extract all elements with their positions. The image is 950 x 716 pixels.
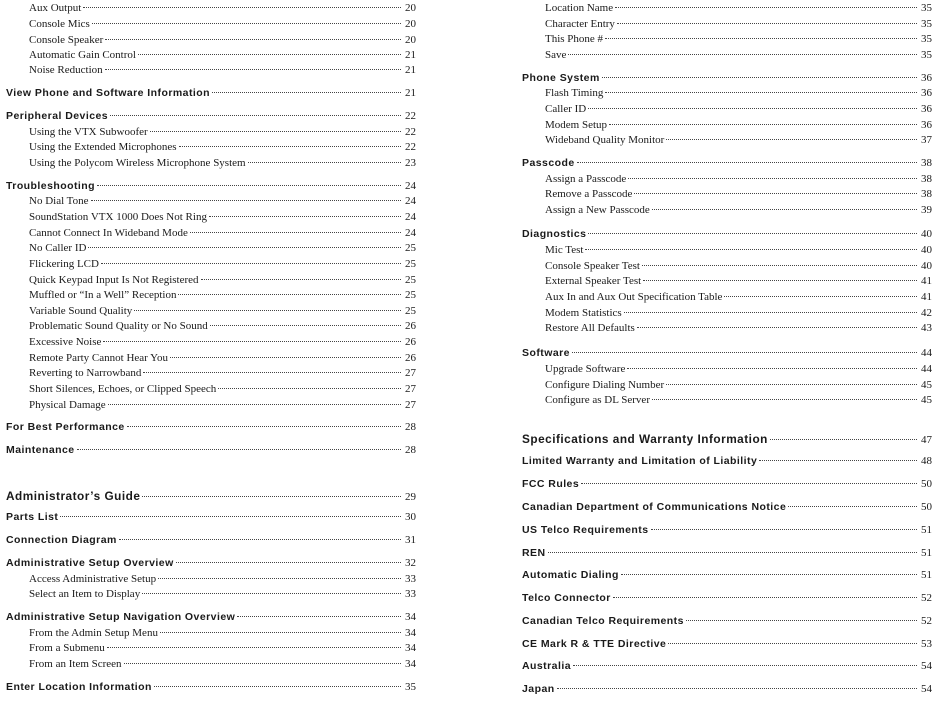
toc-page-number: 33 bbox=[405, 588, 416, 600]
toc-subentry bbox=[545, 379, 932, 393]
toc-entry-title: Telco Connector bbox=[522, 592, 611, 604]
toc-page-number: 34 bbox=[405, 642, 416, 654]
toc-subentry bbox=[545, 291, 932, 305]
toc-subentry bbox=[29, 211, 416, 225]
toc-page-number: 54 bbox=[921, 683, 932, 695]
toc-entry-title: Location Name bbox=[545, 2, 614, 14]
toc-subentry bbox=[545, 18, 932, 32]
toc-entry-title: From the Admin Setup Menu bbox=[29, 627, 158, 639]
toc-page-number: 33 bbox=[405, 573, 416, 585]
toc-page-number: 40 bbox=[921, 244, 932, 256]
toc-page-number: 42 bbox=[921, 307, 932, 319]
toc-entry bbox=[6, 557, 416, 571]
toc-entry-title: SoundStation VTX 1000 Does Not Ring bbox=[29, 211, 207, 223]
toc-entry-title: Aux Output bbox=[29, 2, 82, 14]
toc-entry-title: Upgrade Software bbox=[545, 363, 626, 375]
toc-page-number: 26 bbox=[405, 352, 416, 364]
toc-page-number: 28 bbox=[405, 444, 416, 456]
toc-subentry bbox=[29, 367, 416, 381]
toc-entry-title: Remote Party Cannot Hear You bbox=[29, 352, 169, 364]
toc-entry-title: Automatic Gain Control bbox=[29, 49, 136, 61]
toc-subentry bbox=[29, 289, 416, 303]
toc-subentry bbox=[29, 320, 416, 334]
toc-entry-title: Mic Test bbox=[545, 244, 584, 256]
toc-entry-title: Console Mics bbox=[29, 18, 90, 30]
toc-entry-title: Canadian Department of Communications Notice bbox=[522, 501, 787, 513]
dot-leader bbox=[585, 249, 917, 250]
dot-leader bbox=[628, 178, 917, 179]
toc-entry-title: Software bbox=[522, 347, 570, 359]
toc-entry bbox=[6, 611, 416, 625]
toc-entry-title: Administrator’s Guide bbox=[6, 489, 141, 503]
dot-leader bbox=[248, 162, 401, 163]
dot-leader bbox=[176, 562, 401, 563]
toc-entry bbox=[522, 228, 932, 242]
dot-leader bbox=[666, 384, 917, 385]
dot-leader bbox=[179, 146, 401, 147]
toc-subentry bbox=[29, 2, 416, 16]
toc-entry-title: Variable Sound Quality bbox=[29, 305, 133, 317]
dot-leader bbox=[158, 578, 401, 579]
toc-page-number: 36 bbox=[921, 103, 932, 115]
dot-leader bbox=[154, 686, 401, 687]
toc-page-number: 51 bbox=[921, 524, 932, 536]
dot-leader bbox=[668, 643, 917, 644]
dot-leader bbox=[77, 449, 401, 450]
toc-page-number: 32 bbox=[405, 557, 416, 569]
dot-leader bbox=[724, 296, 917, 297]
toc-entry-title: Flash Timing bbox=[545, 87, 604, 99]
dot-leader bbox=[101, 263, 401, 264]
toc-subentry bbox=[29, 658, 416, 672]
dot-leader bbox=[150, 131, 401, 132]
toc-page-number: 35 bbox=[921, 2, 932, 14]
toc-entry-title: Diagnostics bbox=[522, 228, 587, 240]
dot-leader bbox=[637, 327, 917, 328]
dot-leader bbox=[627, 368, 917, 369]
toc-page-number: 22 bbox=[405, 141, 416, 153]
toc-entry-title: Problematic Sound Quality or No Sound bbox=[29, 320, 208, 332]
dot-leader bbox=[201, 279, 401, 280]
toc-entry-title: Specifications and Warranty Information bbox=[522, 432, 768, 446]
toc-entry-title: Physical Damage bbox=[29, 399, 106, 411]
toc-entry-title: Japan bbox=[522, 683, 555, 695]
toc-entry-title: Flickering LCD bbox=[29, 258, 99, 270]
toc-page-number: 36 bbox=[921, 72, 932, 84]
toc-entry-title: No Caller ID bbox=[29, 242, 87, 254]
toc-subentry bbox=[545, 275, 932, 289]
toc-page-number: 35 bbox=[921, 18, 932, 30]
toc-subentry bbox=[545, 307, 932, 321]
toc-page-number: 25 bbox=[405, 242, 416, 254]
toc-entry-title: Administrative Setup Overview bbox=[6, 557, 174, 569]
toc-page-number: 25 bbox=[405, 274, 416, 286]
toc-entry bbox=[6, 421, 416, 435]
toc-entry-title: Assign a New Passcode bbox=[545, 204, 650, 216]
toc-entry-title: Passcode bbox=[522, 157, 575, 169]
toc-subentry bbox=[29, 383, 416, 397]
dot-leader bbox=[88, 247, 401, 248]
toc-entry bbox=[522, 347, 932, 361]
toc-entry-title: REN bbox=[522, 547, 546, 559]
toc-subentry bbox=[29, 195, 416, 209]
dot-leader bbox=[212, 92, 401, 93]
toc-page-number: 24 bbox=[405, 211, 416, 223]
toc-entry-title: Select an Item to Display bbox=[29, 588, 141, 600]
toc-subentry bbox=[545, 244, 932, 258]
toc-entry-title: Parts List bbox=[6, 511, 59, 523]
toc-subentry bbox=[29, 258, 416, 272]
toc-subentry bbox=[29, 336, 416, 350]
dot-leader bbox=[686, 620, 917, 621]
toc-entry-title: From a Submenu bbox=[29, 642, 105, 654]
dot-leader bbox=[83, 7, 401, 8]
dot-leader bbox=[127, 426, 401, 427]
toc-entry bbox=[522, 660, 932, 674]
toc-page-number: 36 bbox=[921, 87, 932, 99]
toc-page-number: 35 bbox=[405, 681, 416, 693]
toc-page-number: 31 bbox=[405, 534, 416, 546]
toc-subentry bbox=[29, 242, 416, 256]
toc-entry-title: Peripheral Devices bbox=[6, 110, 109, 122]
dot-leader bbox=[621, 574, 917, 575]
toc-page-number: 41 bbox=[921, 275, 932, 287]
toc-entry-title: Administrative Setup Navigation Overview bbox=[6, 611, 236, 623]
dot-leader bbox=[190, 232, 401, 233]
toc-page-number: 20 bbox=[405, 34, 416, 46]
toc-entry-title: Aux In and Aux Out Specification Table bbox=[545, 291, 723, 303]
toc-entry-title: Troubleshooting bbox=[6, 180, 95, 192]
dot-leader bbox=[642, 265, 917, 266]
dot-leader bbox=[209, 216, 401, 217]
toc-page-number: 24 bbox=[405, 180, 416, 192]
toc-subentry bbox=[29, 18, 416, 32]
toc-entry-title: Automatic Dialing bbox=[522, 569, 619, 581]
dot-leader bbox=[110, 115, 401, 116]
toc-page-number: 20 bbox=[405, 2, 416, 14]
dot-leader bbox=[788, 506, 917, 507]
toc-entry-title: Short Silences, Echoes, or Clipped Speech bbox=[29, 383, 217, 395]
dot-leader bbox=[634, 193, 917, 194]
toc-entry bbox=[522, 524, 932, 538]
toc-entry-title: Australia bbox=[522, 660, 571, 672]
toc-page-number: 34 bbox=[405, 627, 416, 639]
toc-page-number: 38 bbox=[921, 173, 932, 185]
toc-subentry bbox=[545, 322, 932, 336]
toc-entry bbox=[6, 489, 416, 503]
toc-entry bbox=[6, 110, 416, 124]
toc-entry bbox=[522, 157, 932, 171]
toc-subentry bbox=[29, 642, 416, 656]
toc-entry bbox=[522, 615, 932, 629]
toc-subentry bbox=[545, 363, 932, 377]
toc-entry-title: Limited Warranty and Limitation of Liability bbox=[522, 455, 758, 467]
dot-leader bbox=[577, 162, 917, 163]
toc-entry-title: Maintenance bbox=[6, 444, 75, 456]
toc-page-number: 39 bbox=[921, 204, 932, 216]
toc-entry-title: Cannot Connect In Wideband Mode bbox=[29, 227, 188, 239]
dot-leader bbox=[107, 647, 401, 648]
toc-page-number: 53 bbox=[921, 638, 932, 650]
toc-entry-title: Console Speaker Test bbox=[545, 260, 640, 272]
toc-page-number: 52 bbox=[921, 592, 932, 604]
toc-page-number: 25 bbox=[405, 258, 416, 270]
toc-page-number: 54 bbox=[921, 660, 932, 672]
toc-entry bbox=[6, 511, 416, 525]
toc-page-number: 22 bbox=[405, 126, 416, 138]
dot-leader bbox=[759, 460, 917, 461]
toc-subentry bbox=[29, 49, 416, 63]
dot-leader bbox=[134, 310, 401, 311]
toc-subentry bbox=[29, 64, 416, 78]
toc-entry-title: Quick Keypad Input Is Not Registered bbox=[29, 274, 199, 286]
toc-entry bbox=[522, 478, 932, 492]
toc-page-number: 26 bbox=[405, 336, 416, 348]
toc-subentry bbox=[29, 305, 416, 319]
toc-entry bbox=[6, 180, 416, 194]
toc-subentry bbox=[29, 352, 416, 366]
toc-subentry bbox=[29, 399, 416, 413]
toc-entry-title: View Phone and Software Information bbox=[6, 87, 210, 99]
toc-page-number: 38 bbox=[921, 188, 932, 200]
dot-leader bbox=[97, 185, 401, 186]
toc-page-number: 44 bbox=[921, 347, 932, 359]
toc-entry-title: From an Item Screen bbox=[29, 658, 122, 670]
dot-leader bbox=[605, 92, 917, 93]
toc-page-number: 29 bbox=[405, 491, 416, 503]
toc-entry-title: For Best Performance bbox=[6, 421, 125, 433]
toc-subentry bbox=[29, 627, 416, 641]
toc-entry bbox=[522, 638, 932, 652]
toc-entry bbox=[6, 87, 416, 101]
toc-entry-title: FCC Rules bbox=[522, 478, 580, 490]
toc-entry-title: Using the Extended Microphones bbox=[29, 141, 177, 153]
dot-leader bbox=[170, 357, 401, 358]
dot-leader bbox=[237, 616, 401, 617]
toc-page-number: 51 bbox=[921, 547, 932, 559]
toc-entry-title: Excessive Noise bbox=[29, 336, 102, 348]
toc-page-number: 25 bbox=[405, 289, 416, 301]
toc-subentry bbox=[545, 134, 932, 148]
toc-page-number: 21 bbox=[405, 64, 416, 76]
toc-entry bbox=[522, 432, 932, 446]
toc-subentry bbox=[29, 274, 416, 288]
toc-entry bbox=[522, 569, 932, 583]
toc-page-number: 23 bbox=[405, 157, 416, 169]
toc-entry-title: Connection Diagram bbox=[6, 534, 117, 546]
dot-leader bbox=[573, 665, 917, 666]
dot-leader bbox=[615, 7, 917, 8]
toc-entry-title: This Phone # bbox=[545, 33, 604, 45]
toc-page-number: 47 bbox=[921, 434, 932, 446]
dot-leader bbox=[142, 593, 401, 594]
dot-leader bbox=[572, 352, 917, 353]
dot-leader bbox=[91, 200, 401, 201]
dot-leader bbox=[160, 632, 401, 633]
dot-leader bbox=[105, 69, 401, 70]
toc-page-number: 48 bbox=[921, 455, 932, 467]
dot-leader bbox=[143, 372, 401, 373]
dot-leader bbox=[588, 233, 917, 234]
toc-page-number: 34 bbox=[405, 658, 416, 670]
dot-leader bbox=[605, 38, 917, 39]
toc-subentry bbox=[545, 173, 932, 187]
toc-page-number: 27 bbox=[405, 367, 416, 379]
toc-page-number: 35 bbox=[921, 33, 932, 45]
toc-entry-title: External Speaker Test bbox=[545, 275, 642, 287]
dot-leader bbox=[651, 529, 917, 530]
toc-entry-title: US Telco Requirements bbox=[522, 524, 649, 536]
dot-leader bbox=[643, 280, 917, 281]
toc-entry-title: Character Entry bbox=[545, 18, 615, 30]
dot-leader bbox=[105, 39, 401, 40]
dot-leader bbox=[588, 108, 917, 109]
toc-entry-title: Assign a Passcode bbox=[545, 173, 627, 185]
toc-entry-title: Remove a Passcode bbox=[545, 188, 633, 200]
dot-leader bbox=[581, 483, 917, 484]
toc-page-number: 34 bbox=[405, 611, 416, 623]
toc-entry-title: Noise Reduction bbox=[29, 64, 103, 76]
toc-entry bbox=[522, 455, 932, 469]
toc-page-number: 45 bbox=[921, 379, 932, 391]
toc-page-number: 43 bbox=[921, 322, 932, 334]
toc-subentry bbox=[29, 573, 416, 587]
toc-page-number: 26 bbox=[405, 320, 416, 332]
toc-entry bbox=[6, 681, 416, 695]
dot-leader bbox=[652, 399, 917, 400]
toc-entry-title: Phone System bbox=[522, 72, 600, 84]
toc-subentry bbox=[29, 141, 416, 155]
toc-page-number: 20 bbox=[405, 18, 416, 30]
dot-leader bbox=[548, 552, 917, 553]
toc-page-number: 44 bbox=[921, 363, 932, 375]
toc-entry-title: Wideband Quality Monitor bbox=[545, 134, 665, 146]
toc-page-number: 37 bbox=[921, 134, 932, 146]
toc-page-number: 21 bbox=[405, 49, 416, 61]
toc-entry bbox=[522, 683, 932, 697]
toc-page-number: 22 bbox=[405, 110, 416, 122]
toc-entry-title: Using the VTX Subwoofer bbox=[29, 126, 148, 138]
toc-entry-title: Restore All Defaults bbox=[545, 322, 635, 334]
dot-leader bbox=[624, 312, 917, 313]
toc-page-number: 52 bbox=[921, 615, 932, 627]
toc-entry-title: Modem Setup bbox=[545, 119, 608, 131]
dot-leader bbox=[138, 54, 401, 55]
toc-entry bbox=[6, 444, 416, 458]
dot-leader bbox=[218, 388, 401, 389]
dot-leader bbox=[124, 663, 401, 664]
toc-subentry bbox=[545, 49, 932, 63]
toc-entry bbox=[522, 72, 932, 86]
toc-subentry bbox=[545, 260, 932, 274]
toc-page-number: 45 bbox=[921, 394, 932, 406]
dot-leader bbox=[666, 139, 917, 140]
toc-page-number: 51 bbox=[921, 569, 932, 581]
toc-entry-title: Canadian Telco Requirements bbox=[522, 615, 684, 627]
toc-subentry bbox=[545, 2, 932, 16]
dot-leader bbox=[178, 294, 401, 295]
dot-leader bbox=[613, 597, 917, 598]
toc-entry-title: Modem Statistics bbox=[545, 307, 622, 319]
toc-page-number: 24 bbox=[405, 227, 416, 239]
dot-leader bbox=[108, 404, 401, 405]
toc-page-number: 36 bbox=[921, 119, 932, 131]
toc-entry-title: Access Administrative Setup bbox=[29, 573, 157, 585]
toc-entry-title: Caller ID bbox=[545, 103, 587, 115]
toc-page-number: 38 bbox=[921, 157, 932, 169]
toc-page-number: 24 bbox=[405, 195, 416, 207]
toc-entry-title: Console Speaker bbox=[29, 34, 104, 46]
dot-leader bbox=[609, 124, 917, 125]
toc-page-number: 35 bbox=[921, 49, 932, 61]
dot-leader bbox=[210, 325, 401, 326]
toc-page-number: 21 bbox=[405, 87, 416, 99]
dot-leader bbox=[142, 496, 401, 497]
toc-entry-title: Using the Polycom Wireless Microphone System bbox=[29, 157, 246, 169]
toc-page-number: 50 bbox=[921, 501, 932, 513]
toc-entry bbox=[522, 547, 932, 561]
dot-leader bbox=[103, 341, 401, 342]
toc-entry-title: Configure Dialing Number bbox=[545, 379, 665, 391]
dot-leader bbox=[60, 516, 401, 517]
toc-page-number: 30 bbox=[405, 511, 416, 523]
toc-subentry bbox=[29, 227, 416, 241]
toc-subentry bbox=[545, 394, 932, 408]
toc-entry-title: No Dial Tone bbox=[29, 195, 89, 207]
toc-subentry bbox=[29, 588, 416, 602]
toc-subentry bbox=[29, 157, 416, 171]
toc-page-number: 40 bbox=[921, 260, 932, 272]
toc-subentry bbox=[545, 188, 932, 202]
dot-leader bbox=[602, 77, 917, 78]
toc-subentry bbox=[29, 126, 416, 140]
toc-page-number: 25 bbox=[405, 305, 416, 317]
toc-page-number: 28 bbox=[405, 421, 416, 433]
toc-entry-title: Enter Location Information bbox=[6, 681, 152, 693]
dot-leader bbox=[568, 54, 917, 55]
toc-page-number: 50 bbox=[921, 478, 932, 490]
toc-entry bbox=[522, 501, 932, 515]
toc-entry-title: CE Mark R & TTE Directive bbox=[522, 638, 667, 650]
toc-subentry bbox=[545, 87, 932, 101]
toc-subentry bbox=[545, 103, 932, 117]
dot-leader bbox=[770, 439, 917, 440]
toc-page-number: 27 bbox=[405, 399, 416, 411]
toc-subentry bbox=[29, 34, 416, 48]
toc-entry-title: Reverting to Narrowband bbox=[29, 367, 142, 379]
dot-leader bbox=[617, 23, 917, 24]
toc-page-number: 27 bbox=[405, 383, 416, 395]
dot-leader bbox=[119, 539, 401, 540]
toc-page-number: 41 bbox=[921, 291, 932, 303]
toc-page-number: 40 bbox=[921, 228, 932, 240]
toc-subentry bbox=[545, 119, 932, 133]
toc-subentry bbox=[545, 204, 932, 218]
toc-subentry bbox=[545, 33, 932, 47]
toc-entry-title: Configure as DL Server bbox=[545, 394, 650, 406]
toc-entry bbox=[522, 592, 932, 606]
toc-entry bbox=[6, 534, 416, 548]
dot-leader bbox=[652, 209, 917, 210]
toc-entry-title: Muffled or “In a Well” Reception bbox=[29, 289, 177, 301]
dot-leader bbox=[557, 688, 917, 689]
toc-entry-title: Save bbox=[545, 49, 567, 61]
dot-leader bbox=[92, 23, 401, 24]
